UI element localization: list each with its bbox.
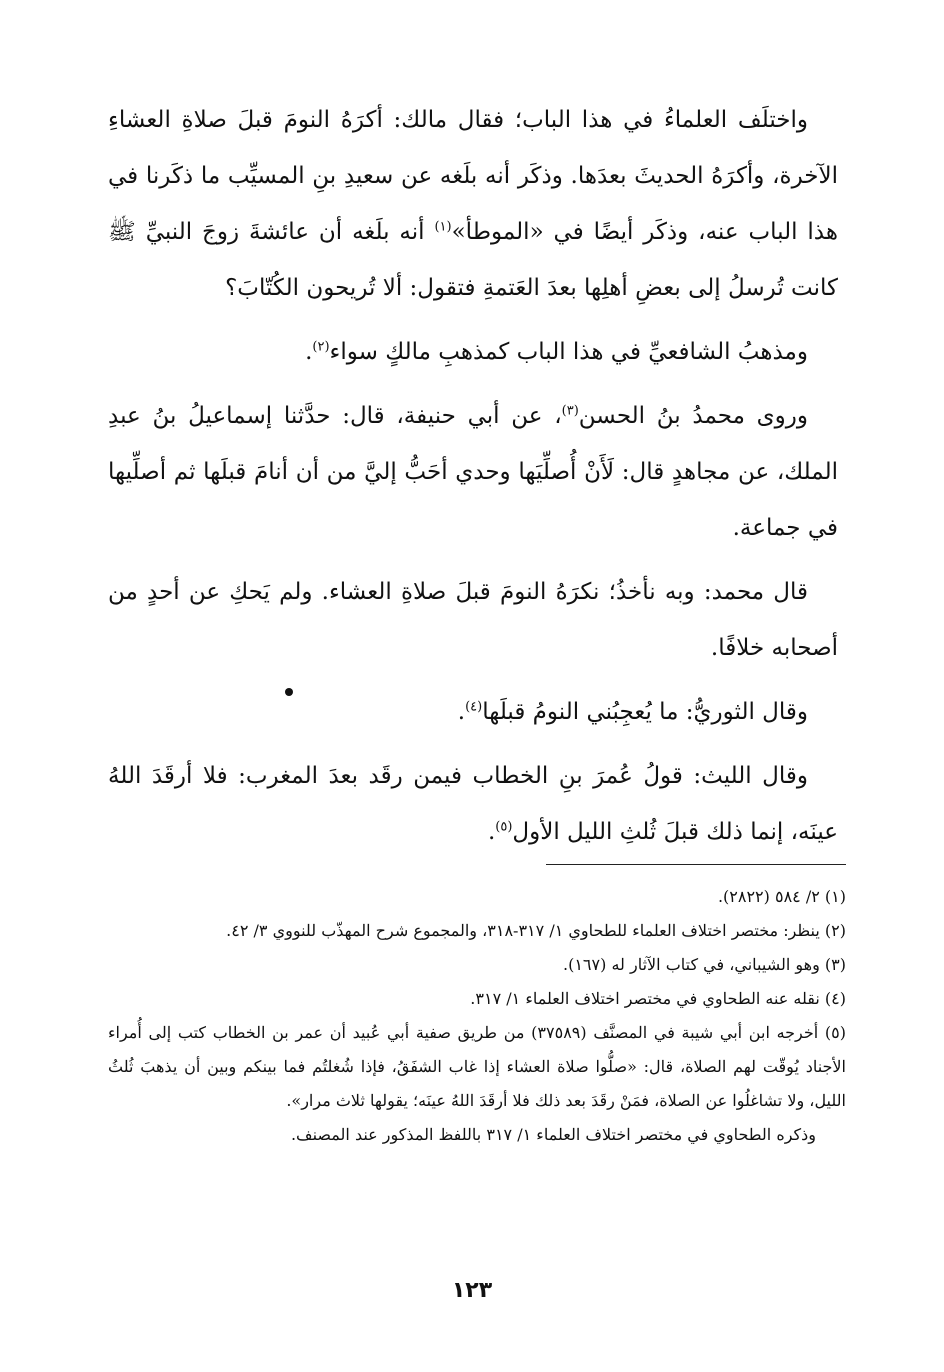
paragraph-4-text: قال محمد: وبه نأخذُ؛ نكرَهُ النومَ قبلَ صلاةِ العشاء. ولم يَحكِ عن أحدٍ من أصحابه خلافًا. bbox=[108, 579, 838, 661]
paragraph-1 bbox=[108, 92, 838, 316]
footnote-3: (٣) وهو الشيباني، في كتاب الآثار له (١٦٧). bbox=[563, 955, 846, 974]
paragraph-3 bbox=[108, 388, 838, 556]
paragraph-6 bbox=[108, 748, 838, 860]
footnote-2: (٢) ينظر: مختصر اختلاف العلماء للطحاوي ١/ ٣١٧-٣١٨، والمجموع شرح المهذّب للنووي ٣/ ٤٢. bbox=[226, 921, 846, 940]
footnote-ref-5[interactable]: (٥) bbox=[495, 819, 513, 835]
footnote-ref-2[interactable]: (٢) bbox=[312, 339, 330, 355]
stray-ink-dot bbox=[285, 688, 293, 696]
paragraph-6-text: وقال الليث: قولُ عُمرَ بنِ الخطاب فيمن رقَد بعدَ المغرب: فلا أرقَدَ اللهُ عينَه، إنما ذلك قبلَ ثُلثِ الليل الأول bbox=[108, 763, 838, 845]
paragraph-4 bbox=[108, 564, 838, 676]
paragraph-2 bbox=[108, 324, 838, 380]
paragraph-1-text-end: أنه بلَغه أن عائشةَ زوجَ النبيِّ ﷺ كانت تُرسلُ إلى بعضِ أهلِها بعدَ العَتمةِ فتقول: ألا تُريحون الكُتّابَ؟ bbox=[108, 219, 838, 301]
main-text bbox=[108, 92, 838, 868]
paragraph-6-text-end: . bbox=[487, 819, 496, 845]
paragraph-5 bbox=[108, 684, 838, 740]
footnote-ref-1[interactable]: (١) bbox=[434, 219, 452, 235]
footnote-ref-4[interactable]: (٤) bbox=[465, 699, 483, 715]
paragraph-3-text: وروى محمدُ بنُ الحسن bbox=[578, 403, 808, 429]
paragraph-5-text-end: . bbox=[457, 699, 466, 725]
page-number: ١٢٣ bbox=[451, 1278, 493, 1303]
paragraph-2-text: ومذهبُ الشافعيِّ في هذا الباب كمذهبِ مالكٍ سواء bbox=[329, 339, 808, 365]
paragraph-5-text: وقال الثوريُّ: ما يُعجِبُني النومُ قبلَها bbox=[482, 699, 808, 725]
paragraph-2-text-end: . bbox=[305, 339, 313, 365]
footnote-5-continuation: وذكره الطحاوي في مختصر اختلاف العلماء ١/ ٣١٧ باللفظ المذكور عند المصنف. bbox=[290, 1125, 816, 1144]
paragraph-3-text-end: ، عن أبي حنيفة، قال: حدَّثنا إسماعيلُ بنُ عبدِ الملك، عن مجاهدٍ قال: لَأَنْ أُصلِّيَها وحدي أحَبُّ إليَّ من أن أنامَ قبلَها ثم أصلِّيها في جماعة. bbox=[108, 403, 838, 541]
footnote-1: (١) ٢/ ٥٨٤ (٢٨٢٢). bbox=[717, 887, 846, 906]
footnote-divider bbox=[546, 864, 846, 865]
footnotes-section bbox=[108, 880, 846, 1152]
footnote-4: (٤) نقله عنه الطحاوي في مختصر اختلاف العلماء ١/ ٣١٧. bbox=[470, 989, 846, 1008]
paragraph-1-text: واختلَف العلماءُ في هذا الباب؛ فقال مالك: أكرَهُ النومَ قبلَ صلاةِ العشاءِ الآخرة، وأكرَهُ الحديثَ بعدَها. وذكَر أنه بلَغه عن سعيدِ بنِ المسيِّب ما ذكَرنا في هذا الباب عنه، وذكَر أيضًا في «الموطأ» bbox=[108, 107, 838, 245]
footnote-ref-3[interactable]: (٣) bbox=[561, 403, 579, 419]
footnote-5: (٥) أخرجه ابن أبي شيبة في المصنَّف (٣٧٥٨٩) من طريق صفية أبي عُبيد أن عمر بن الخطاب كتب إلى أُمراء الأجناد يُوقّت لهم الصلاة، قال: «صلُّوا صلاة العشاء إذا غاب الشفَقُ، فإذا شُغلتُم فما بينكم وبين أن يذهبَ ثُلثُ الليل، ولا تشاغلُوا عن الصلاة، فمَنْ رقَدَ بعد ذلك فلا أرقَدَ اللهُ عينَه؛ يقولها ثلاث مرار». bbox=[108, 1023, 846, 1110]
